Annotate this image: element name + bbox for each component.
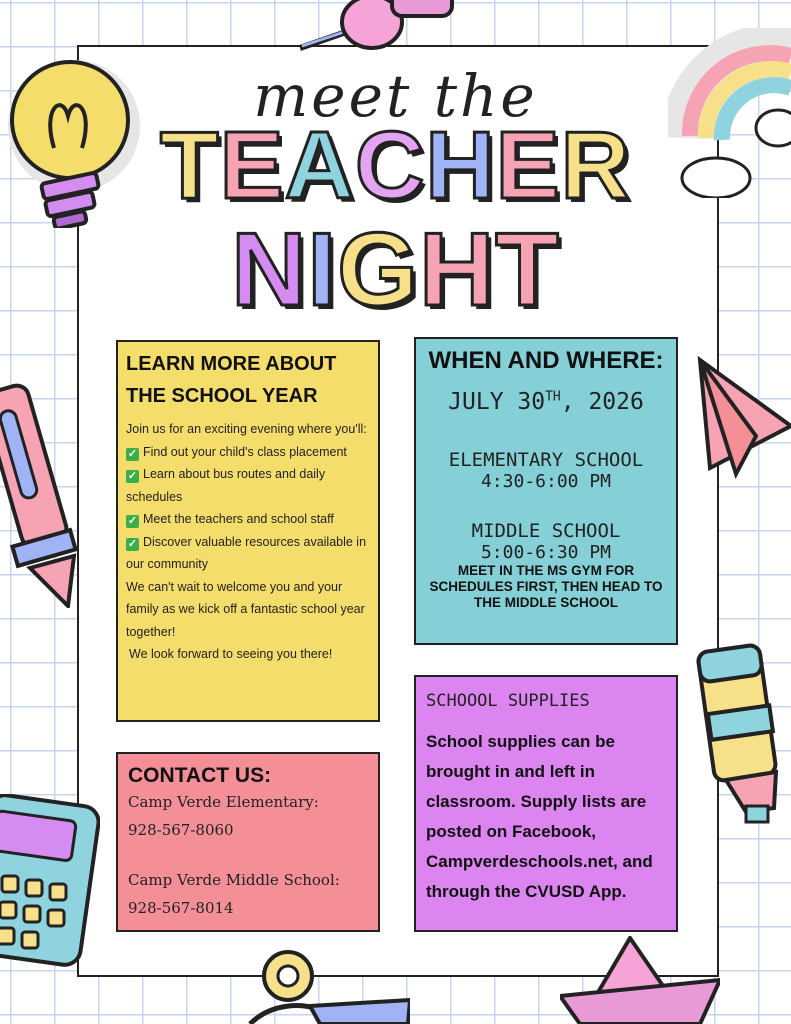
title-teacher-letter: A: [284, 112, 355, 219]
check-mark-icon: ✓: [127, 470, 138, 482]
check-mark-icon: ✓: [127, 537, 138, 550]
middle-school-phone[interactable]: 928-567-8014: [128, 899, 234, 917]
learn-intro: Join us for an exciting evening where you'll:: [126, 422, 367, 436]
scissors-icon: [240, 940, 410, 1024]
learn-item-text: Learn about bus routes and daily schedules: [126, 467, 326, 504]
title-teacher-letter: T: [159, 112, 220, 219]
learn-closing: We look forward to seeing you there!: [129, 647, 333, 661]
learn-item-text: Meet the teachers and school staff: [143, 512, 334, 526]
learn-item: [126, 531, 370, 576]
title-script: meet the: [253, 62, 538, 130]
contact-heading: CONTACT US:: [128, 764, 272, 787]
elementary-time: 4:30-6:00 PM: [480, 471, 612, 492]
learn-item: [126, 441, 370, 464]
paper-plane-icon: [696, 356, 791, 481]
contact-box: [116, 752, 380, 932]
middle-school-note: MEET IN THE MS GYM FOR SCHEDULES FIRST, THEN HEAD TO THE MIDDLE SCHOOL: [429, 563, 663, 610]
check-mark-icon: ✓: [127, 447, 138, 460]
title-night-letter: I: [307, 212, 338, 328]
learn-outro: We can't wait to welcome you and your family as we kick off a fantastic school year together!: [126, 579, 365, 639]
push-pin-icon: [292, 0, 462, 60]
highlighter-icon: [696, 640, 791, 825]
title-night: [0, 212, 791, 328]
when-where-box: [414, 337, 678, 645]
supplies-heading: SCHOOOL SUPPLIES: [426, 691, 590, 711]
event-date: [422, 389, 670, 415]
learn-item-text: Find out your child's class placement: [143, 444, 347, 459]
middle-school-time: 5:00-6:30 PM: [480, 542, 612, 563]
learn-item: [126, 508, 370, 531]
learn-item: [126, 463, 370, 508]
title-teacher-letter: C: [354, 112, 426, 219]
learn-heading: [126, 348, 370, 412]
title-night-letter: G: [337, 212, 420, 328]
learn-heading-line-1: LEARN MORE ABOUT: [126, 353, 337, 375]
crayon-icon: [0, 378, 84, 608]
title-teacher-letter: E: [219, 112, 285, 219]
date-year: , 2026: [560, 389, 644, 415]
learn-heading-line-2: THE SCHOOL YEAR: [126, 385, 318, 407]
supplies-box: [414, 675, 678, 932]
title-night-letter: T: [495, 212, 560, 328]
elementary-contact-name: Camp Verde Elementary:: [128, 793, 319, 811]
when-heading: WHEN AND WHERE:: [428, 347, 664, 374]
title-night-letter: N: [231, 212, 308, 328]
middle-school-label: MIDDLE SCHOOL: [471, 520, 621, 542]
elementary-phone[interactable]: 928-567-8060: [128, 821, 234, 839]
check-mark-icon: ✓: [127, 515, 138, 527]
title-teacher-letter: H: [425, 112, 496, 219]
paper-boat-icon: [560, 936, 720, 1024]
supplies-text: School supplies can be brought in and left in classroom. Supply lists are posted on Facebook, Campverdeschools.net, and through the CVUSD App.: [426, 732, 653, 901]
date-main: JULY 30: [448, 389, 546, 415]
title-night-letter: H: [419, 212, 496, 328]
learn-more-box: [116, 340, 380, 722]
title-teacher: [0, 112, 791, 219]
calculator-icon: [0, 794, 100, 969]
title-teacher-letter: R: [560, 112, 631, 219]
middle-school-contact-name: Camp Verde Middle School:: [128, 871, 340, 889]
elementary-label: ELEMENTARY SCHOOL: [448, 449, 644, 471]
learn-body: [126, 418, 370, 666]
learn-item-text: Discover valuable resources available in our community: [126, 534, 367, 571]
title-teacher-letter: E: [495, 112, 561, 219]
date-suffix: TH: [545, 389, 561, 405]
